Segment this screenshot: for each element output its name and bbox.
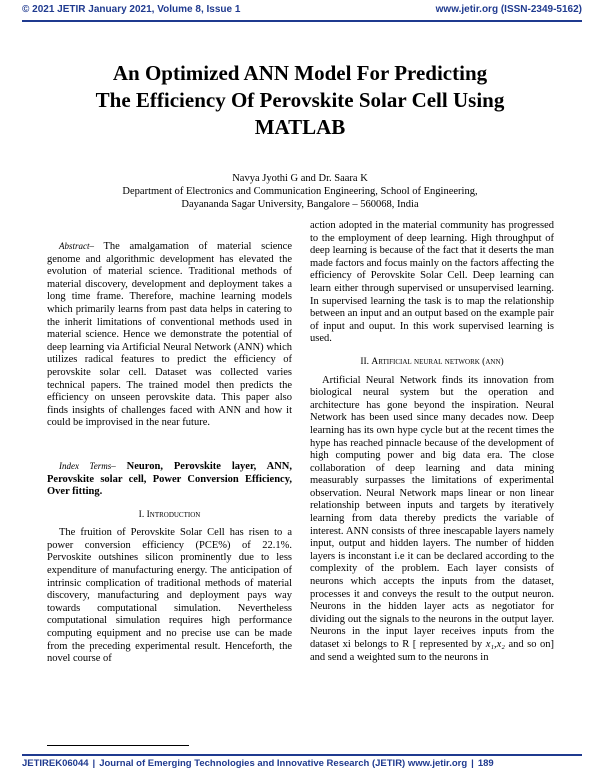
right-column <box>310 220 554 664</box>
author-names: Navya Jyothi G and Dr. Saara K <box>232 173 368 184</box>
section-1-number: I. <box>138 509 145 520</box>
header-website[interactable]: www.jetir.org (ISSN-2349-5162) <box>435 4 582 15</box>
index-terms-text: Neuron, Perovskite layer, ANN, Perovskite solar cell, Power Conversion Efficiency, Over fitting. <box>47 460 292 498</box>
footer-rule <box>22 754 582 756</box>
paper-title <box>40 60 560 141</box>
section-heading-introduction <box>47 509 292 522</box>
author-affiliation-2: Dayananda Sagar University, Bangalore – 560068, India <box>181 199 419 210</box>
index-terms-label: Index Terms– <box>59 460 116 471</box>
header-copyright: © 2021 JETIR January 2021, Volume 8, Issue 1 <box>22 4 241 15</box>
section-2-number: II. <box>360 356 370 367</box>
author-affiliation-1: Department of Electronics and Communication Engineering, School of Engineering, <box>122 186 478 197</box>
author-block <box>0 172 600 211</box>
introduction-paragraph: The fruition of Perovskite Solar Cell has risen to a power conversion efficiency (PCE%) of 22.1%. Pervoskite outshines silicon prominently due to less expenditure of manufacturing energy. The anticipation of intrinsic complication of traditional methods of material discovery, manufacturing and deployment pays way towards computational simulation. Nevertheless computational simulation requires high performance computing equipment and no precise use can be made from the preceding experimental result. Henceforth, the novel course of <box>47 527 292 665</box>
section-1-title: Introduction <box>146 509 201 520</box>
page-header <box>22 4 582 20</box>
left-column <box>47 240 292 666</box>
section-heading-ann <box>310 356 554 369</box>
page-footer: JETIREK06044 | Journal of Emerging Technologies and Innovative Research (JETIR) www.jetir.org | 189 <box>22 758 494 769</box>
section-2-title: Artificial neural network (ann) <box>371 356 504 367</box>
title-line-2: The Efficiency Of Perovskite Solar Cell Using <box>95 88 505 112</box>
abstract-label: Abstract– <box>59 241 94 251</box>
math-x1-x2: x₁,x₂ <box>485 639 505 650</box>
abstract-text: The amalgamation of material science genome and algorithmic development has elevated the evolution of material science. Traditional methods of material discovery, development and deployment takes a long time frame. Therefore, machine learning models which primarily learns from past data helps in catering to the inherit limitations of conventional methods used in material science. Hence we demonstrate the potential of deep learning via Artificial Neural Network (ANN) which utilizes radical features to predict the efficiency of perovskite solar cell. Dataset was collected varies technical papers. The trained model then predicts the efficiency on unseen perovskite data. This paper also finds insights of challenges faced with ANN and how it could be improvised in the near future. <box>47 241 292 429</box>
footer-website-link[interactable]: www.jetir.org <box>407 758 468 769</box>
ann-text-part-2: and so on] and send a weighted sum to the neurons in <box>310 639 554 663</box>
introduction-continuation: action adopted in the material community has progressed to the employment of deep learning. High throughput of deep learning is because of the fact that it deserts the man made factors and focus mainly on the factors affecting the efficiency of Perovskite Solar Cell. Deep learning can learn either through supervised or unsupervised learning. In supervised learning the task is to map the relationship between an input and an output based on the example pair of input and ouput. In this work supervised learning is used. <box>310 220 554 345</box>
footnote-rule <box>47 745 189 746</box>
header-rule <box>22 20 582 22</box>
title-line-1: An Optimized ANN Model For Predicting <box>112 61 488 85</box>
title-line-3: MATLAB <box>254 115 346 139</box>
ann-paragraph <box>310 375 554 665</box>
footer-page-number: 189 <box>477 758 494 769</box>
footer-journal-name: Journal of Emerging Technologies and Innovative Research (JETIR) <box>99 758 406 769</box>
footer-paper-code: JETIREK06044 <box>22 758 89 769</box>
index-terms <box>47 460 292 499</box>
ann-text-part-1: Artificial Neural Network finds its innovation from biological neural system but the operation and architecture has gone beyond the inspiration. Neural Network has been used since many decades now. Deep learning has its own hype cycle but at the recent times the hype has reached pinnacle because of the development of high computing power and big data era. The close collaboration of deep learning and data mining measurably surpasses the limitations of experimental observation. Neural Network maps linear or non linear relationship between inputs and targets by iteratively learning from data thereby predicts the variable of interest. ANN consists of three inescapable layers namely input, output and hidden layers. The number of hidden layers is inconstant i.e it can be declared according to the complexity of the problem. Each layer consists of neurons which accepts the inputs from the dataset, processes it and conveys the result to the output neuron. Neurons in the hidden layer acts as negotiator for dividing out the signals to the neurons in the output layer. Neurons in the input layer receives inputs from the dataset xi belongs to R [ represented by <box>310 374 554 650</box>
abstract <box>47 240 292 430</box>
